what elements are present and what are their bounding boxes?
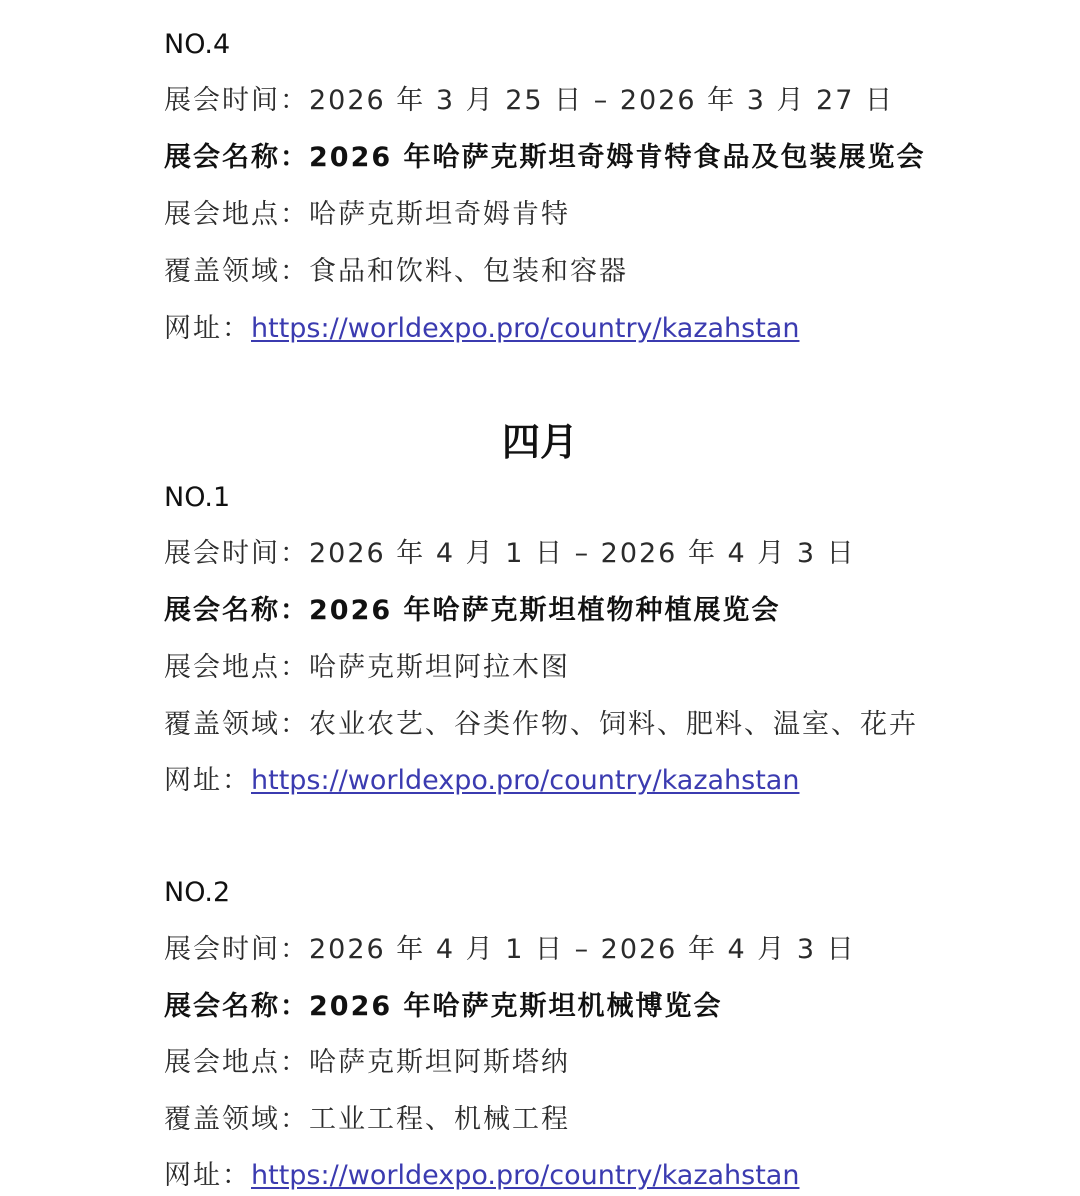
entry-number: NO.1	[164, 482, 231, 513]
month-heading: 四月	[501, 420, 578, 464]
exhibition-place-value: 哈萨克斯坦奇姆肯特	[309, 199, 570, 230]
exhibition-place-label: 展会地点：	[164, 652, 309, 683]
exhibition-url-row	[164, 763, 799, 799]
exhibition-place-row	[164, 197, 570, 233]
exhibition-url-link[interactable]: https://worldexpo.pro/country/kazahstan	[251, 765, 800, 796]
exhibition-name-row	[164, 989, 723, 1025]
exhibition-field-value: 工业工程、机械工程	[309, 1104, 570, 1135]
exhibition-name-row	[164, 140, 926, 176]
exhibition-time-row	[164, 932, 856, 968]
exhibition-place-row	[164, 650, 570, 686]
exhibition-url-row	[164, 1158, 799, 1194]
exhibition-place-row	[164, 1045, 570, 1081]
exhibition-time-value: 2026 年 3 月 25 日 – 2026 年 3 月 27 日	[309, 85, 894, 116]
entry-number: NO.4	[164, 29, 231, 60]
exhibition-place-label: 展会地点：	[164, 1047, 309, 1078]
exhibition-time-label: 展会时间：	[164, 538, 309, 569]
exhibition-url-link[interactable]: https://worldexpo.pro/country/kazahstan	[251, 1160, 800, 1191]
exhibition-url-label: 网址：	[164, 313, 251, 344]
exhibition-field-value: 农业农艺、谷类作物、饲料、肥料、温室、花卉	[309, 709, 918, 740]
exhibition-field-value: 食品和饮料、包装和容器	[309, 256, 628, 287]
exhibition-place-label: 展会地点：	[164, 199, 309, 230]
exhibition-place-value: 哈萨克斯坦阿拉木图	[309, 652, 570, 683]
exhibition-time-value: 2026 年 4 月 1 日 – 2026 年 4 月 3 日	[309, 934, 856, 965]
exhibition-time-row	[164, 83, 894, 119]
exhibition-time-label: 展会时间：	[164, 85, 309, 116]
exhibition-url-label: 网址：	[164, 1160, 251, 1191]
exhibition-name-value: 2026 年哈萨克斯坦机械博览会	[309, 991, 723, 1022]
exhibition-name-value: 2026 年哈萨克斯坦奇姆肯特食品及包装展览会	[309, 142, 926, 173]
exhibition-url-label: 网址：	[164, 765, 251, 796]
exhibition-field-label: 覆盖领域：	[164, 256, 309, 287]
exhibition-name-row	[164, 593, 781, 629]
exhibition-name-value: 2026 年哈萨克斯坦植物种植展览会	[309, 595, 781, 626]
exhibition-url-link[interactable]: https://worldexpo.pro/country/kazahstan	[251, 313, 800, 344]
exhibition-place-value: 哈萨克斯坦阿斯塔纳	[309, 1047, 570, 1078]
exhibition-time-value: 2026 年 4 月 1 日 – 2026 年 4 月 3 日	[309, 538, 856, 569]
exhibition-field-label: 覆盖领域：	[164, 709, 309, 740]
exhibition-field-row	[164, 707, 918, 743]
exhibition-name-label: 展会名称：	[164, 595, 309, 626]
exhibition-time-row	[164, 536, 856, 572]
exhibition-time-label: 展会时间：	[164, 934, 309, 965]
exhibition-field-row	[164, 1102, 570, 1138]
exhibition-field-row	[164, 254, 628, 290]
exhibition-field-label: 覆盖领域：	[164, 1104, 309, 1135]
exhibition-url-row	[164, 311, 799, 347]
exhibition-name-label: 展会名称：	[164, 991, 309, 1022]
exhibition-name-label: 展会名称：	[164, 142, 309, 173]
entry-number: NO.2	[164, 877, 231, 908]
